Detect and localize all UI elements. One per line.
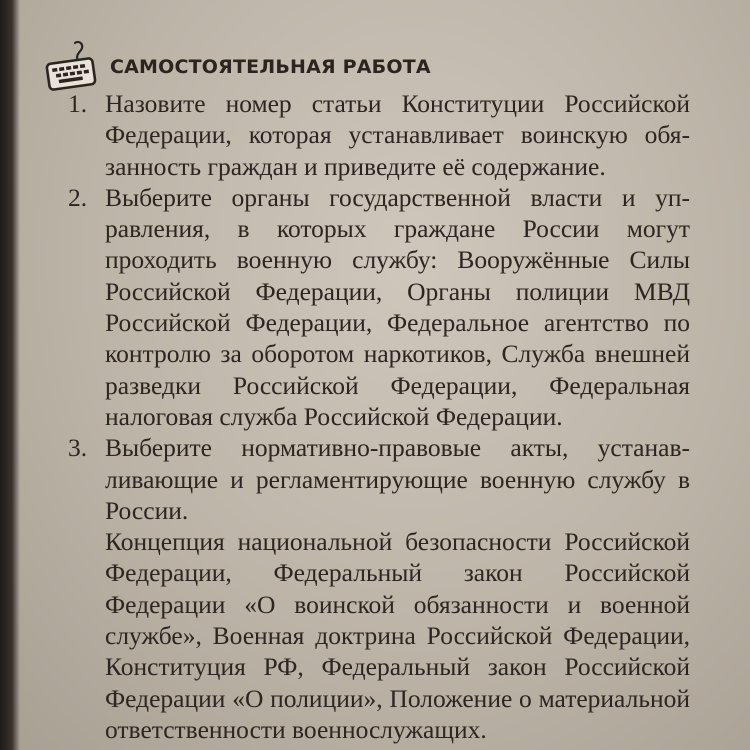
task-text: Выберите нормативно-правовые акты, устанавливающие и регламентирующие военную службу в России.: [105, 433, 690, 525]
task-number: 2.: [68, 182, 88, 212]
keyboard-icon: [44, 39, 102, 95]
section-title: САМОСТОЯТЕЛЬНАЯ РАБОТА: [110, 56, 431, 78]
task-item: [60, 88, 690, 182]
task-item: [60, 432, 690, 745]
task-number: 1.: [68, 89, 88, 118]
task-text: Выберите органы государственной власти и управления, в которых граждане России могут проходить военную службу: Вооружённые Силы Российской Федерации, Органы полиции МВД Российской Федерации, Федеральное агентство по контролю за оборотом наркотиков, Служба внешней разведки Российской Федерации, Федеральная налоговая служба Российской Федерации.: [105, 182, 690, 431]
task-options-text: Концепция национальной безопасности Российской Федерации, Федеральный закон Российской Федерации «О воинской обязанности и военной службе», Военная доктрина Российской Федерации, Конституция РФ, Федеральный закон Российской Федерации «О полиции», Положение о материальной ответственности военнослужащих.: [105, 527, 690, 744]
task-number: 3.: [68, 433, 88, 463]
task-list: [60, 88, 690, 745]
book-spine-shadow: [0, 0, 20, 750]
task-text: Назовите номер статьи Конституции Российской Федерации, которая устанавливает воинскую обязанность граждан и приведите её содержание.: [105, 89, 690, 181]
task-item: [60, 182, 690, 432]
